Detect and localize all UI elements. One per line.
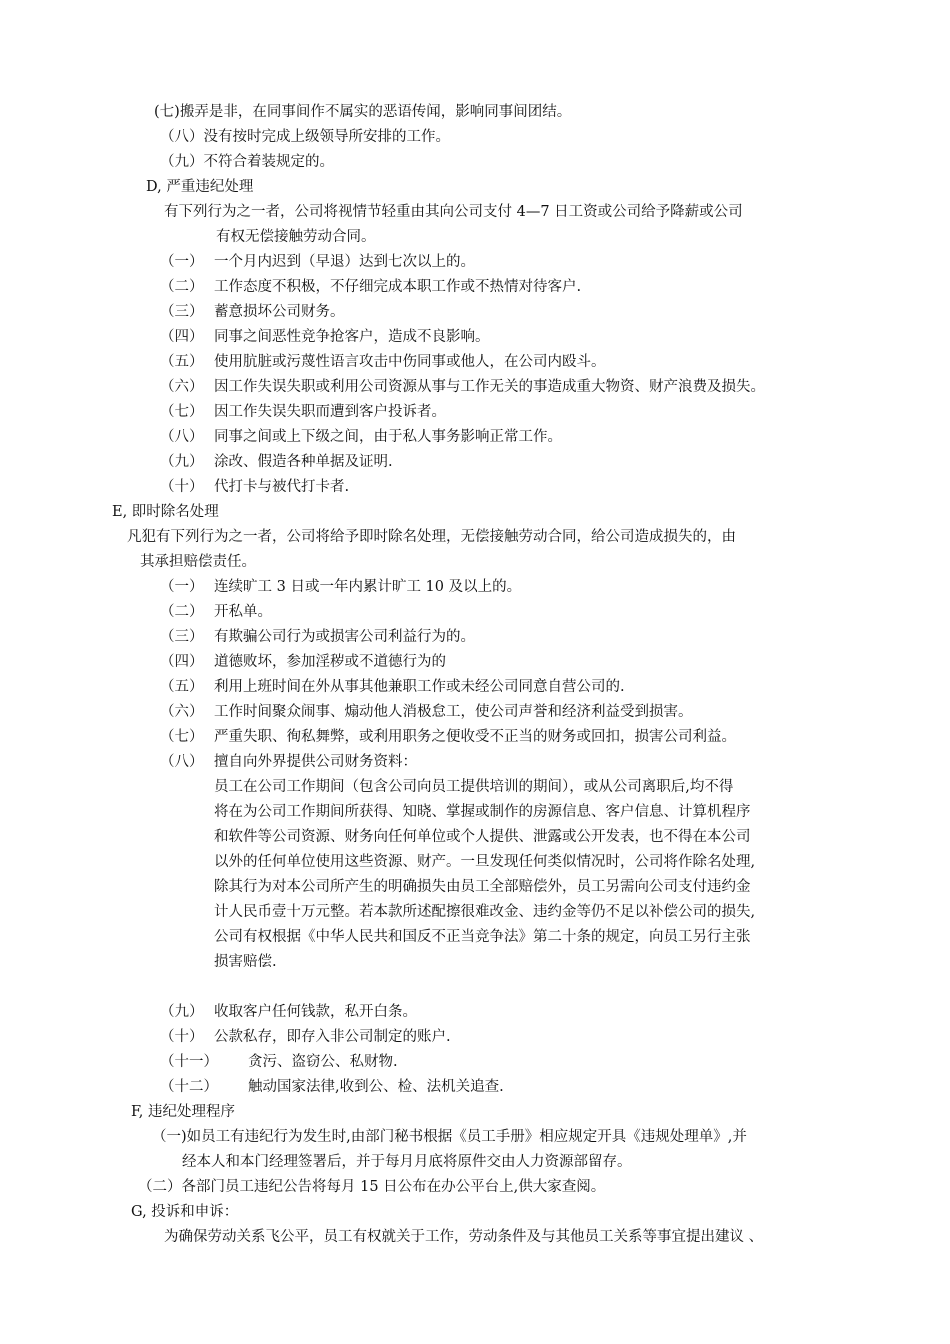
text-line: (七)搬弄是非，在同事间作不属实的恶语传闻，影响同事间团结。	[154, 104, 572, 120]
list-item: （四） 道德败坏，参加淫秽或不道德行为的	[160, 654, 446, 670]
paragraph-line: 和软件等公司资源、财务向任何单位或个人提供、泄露或公开发表，也不得在本公司	[214, 829, 751, 845]
text-line: （二）各部门员工违纪公告将每月 15 日公布在办公平台上,供大家查阅。	[138, 1179, 606, 1195]
paragraph-line: 除其行为对本公司所产生的明确损失由员工全部赔偿外，员工另需向公司支付违约金	[214, 879, 751, 895]
list-item: （十二） 触动国家法律,收到公、检、法机关追查.	[160, 1079, 504, 1095]
list-item: （四） 同事之间恶性竞争抢客户，造成不良影响。	[160, 329, 490, 345]
list-item: （八） 擅自向外界提供公司财务资料：	[160, 754, 417, 770]
section-heading-f: F, 违纪处理程序	[131, 1104, 236, 1120]
paragraph-line: 计人民币壹十万元整。若本款所述配擦很难改金、违约金等仍不足以补偿公司的损失,	[214, 904, 756, 920]
text-line: （九）不符合着装规定的。	[160, 154, 334, 170]
text-line: 有下列行为之一者，公司将视情节轻重由其向公司支付 4—7 日工资或公司给予降薪或公司	[164, 204, 743, 220]
text-line: 有权无偿接触劳动合同。	[216, 229, 376, 245]
text-line: （一)如员工有违纪行为发生时,由部门秘书根据《员工手册》相应规定开具《违规处理单》,并	[152, 1129, 747, 1145]
list-item: （二） 开私单。	[160, 604, 272, 620]
section-heading-e: E, 即时除名处理	[112, 504, 219, 520]
paragraph-line: 员工在公司工作期间（包含公司向员工提供培训的期间），或从公司离职后,均不得	[214, 779, 734, 795]
list-item: （五） 使用肮脏或污蔑性语言攻击中伤同事或他人，在公司内殴斗。	[160, 354, 606, 370]
list-item: （六） 工作时间聚众闹事、煽动他人消极怠工，使公司声誉和经济利益受到损害。	[160, 704, 693, 720]
paragraph-line: 以外的任何单位使用这些资源、财产。一旦发现任何类似情况时，公司将作除名处理,	[214, 854, 756, 870]
list-item: （十） 公款私存，即存入非公司制定的账户.	[160, 1029, 451, 1045]
list-item: （三） 蓄意损坏公司财务。	[160, 304, 345, 320]
list-item: （七） 严重失职、徇私舞弊，或利用职务之便收受不正当的财务或回扣，损害公司利益。	[160, 729, 736, 745]
text-line: 为确保劳动关系飞公平，员工有权就关于工作，劳动条件及与其他员工关系等事宜提出建议 、	[164, 1229, 764, 1245]
list-item: （九） 收取客户任何钱款，私开白条。	[160, 1004, 417, 1020]
text-line: 经本人和本门经理签署后，并于每月月底将原件交由人力资源部留存。	[182, 1154, 632, 1170]
text-line: 凡犯有下列行为之一者，公司将给予即时除名处理，无偿接触劳动合同，给公司造成损失的，由	[127, 529, 736, 545]
paragraph-line: 损害赔偿.	[214, 954, 277, 970]
list-item: （六） 因工作失误失职或利用公司资源从事与工作无关的事造成重大物资、财产浪费及损失。	[160, 379, 765, 395]
paragraph-line: 将在为公司工作期间所获得、知晓、掌握或制作的房源信息、客户信息、计算机程序	[214, 804, 751, 820]
list-item: （八） 同事之间或上下级之间，由于私人事务影响正常工作。	[160, 429, 562, 445]
text-line: 其承担赔偿责任。	[140, 554, 256, 570]
list-item: （七） 因工作失误失职而遭到客户投诉者。	[160, 404, 446, 420]
section-heading-d: D, 严重违纪处理	[146, 179, 254, 195]
list-item: （九） 涂改、假造各种单据及证明.	[160, 454, 393, 470]
list-item: （一） 连续旷工 3 日或一年内累计旷工 10 及以上的。	[160, 579, 522, 595]
list-item: （五） 利用上班时间在外从事其他兼职工作或未经公司同意自营公司的.	[160, 679, 625, 695]
list-item: （三） 有欺骗公司行为或损害公司利益行为的。	[160, 629, 475, 645]
paragraph-line: 公司有权根据《中华人民共和国反不正当竞争法》第二十条的规定，向员工另行主张	[214, 929, 751, 945]
section-heading-g: G, 投诉和申诉：	[131, 1204, 239, 1220]
list-item: （十） 代打卡与被代打卡者.	[160, 479, 350, 495]
text-line: （八）没有按时完成上级领导所安排的工作。	[160, 129, 450, 145]
list-item: （二） 工作态度不积极，不仔细完成本职工作或不热情对待客户.	[160, 279, 582, 295]
list-item: （一） 一个月内迟到（早退）达到七次以上的。	[160, 254, 475, 270]
list-item: （十一） 贪污、盗窃公、私财物.	[160, 1054, 398, 1070]
